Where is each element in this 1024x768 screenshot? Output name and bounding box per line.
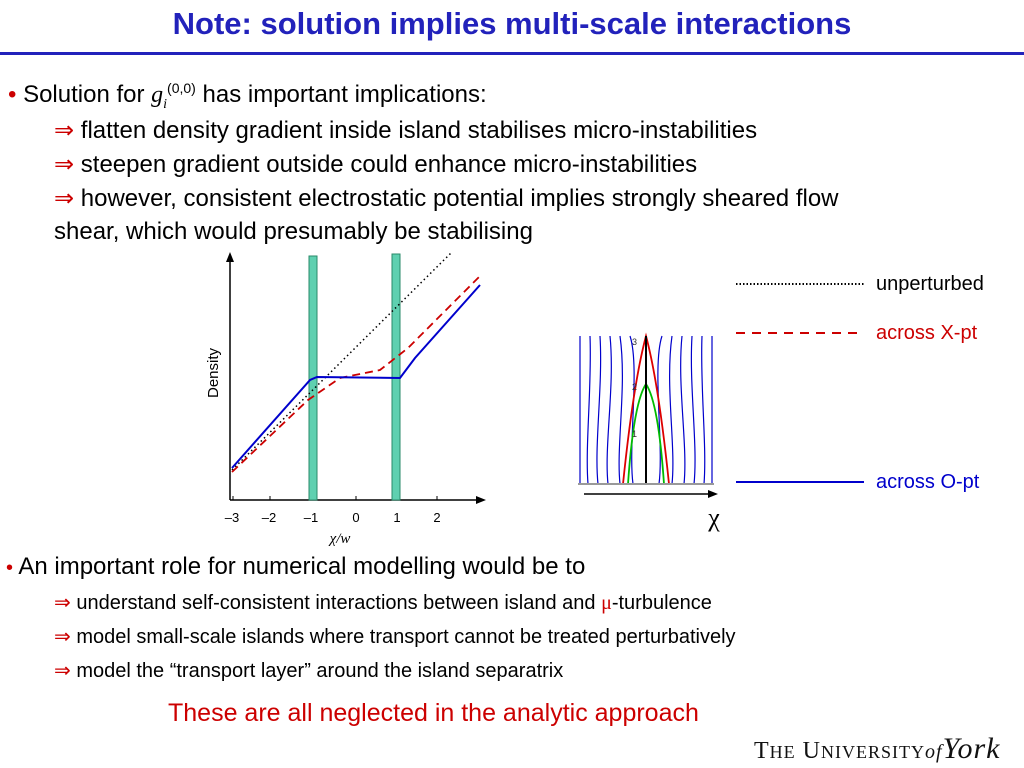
bullet-prefix: Solution for: [23, 81, 145, 108]
implies-arrow-icon: ⇒: [54, 590, 71, 614]
x-tick-label: –1: [303, 510, 319, 525]
island-plot: [570, 326, 730, 536]
university-logo: [754, 732, 1001, 766]
implication-text: flatten density gradient inside island stabilises micro-instabilities: [80, 117, 758, 144]
implies-arrow-icon: ⇒: [54, 658, 71, 682]
x-axis-arrowhead: [476, 496, 486, 504]
bullet-marker: •: [8, 81, 17, 108]
chi-axis-label: χ: [708, 503, 720, 532]
island-tick-label: 3: [632, 337, 638, 347]
g-letter: g: [151, 82, 164, 108]
title-underline: [0, 52, 1024, 55]
logo-york: York: [942, 732, 1001, 765]
x-tick-labels: [225, 510, 441, 525]
x-tick-label: –2: [261, 510, 277, 525]
chi-axis-arrowhead: [708, 490, 718, 498]
bullet-suffix: has important implications:: [202, 81, 487, 108]
x-tick-label: 2: [433, 510, 441, 525]
slide-title: Note: solution implies multi-scale interactions: [172, 6, 852, 41]
g-superscript: (0,0): [167, 80, 196, 96]
implication-3-continuation: shear, which would presumably be stabilising: [54, 218, 533, 245]
role-text: model the “transport layer” around the island separatrix: [76, 660, 564, 682]
x-axis-label: χ/w: [329, 531, 351, 547]
implication-text: steepen gradient outside could enhance micro-instabilities: [80, 151, 698, 178]
legend-label-o-pt: across O-pt: [876, 471, 980, 493]
role-text: model small-scale islands where transport cannot be treated perturbatively: [76, 626, 736, 648]
unperturbed-curve: [232, 252, 452, 470]
implication-1: [54, 116, 757, 145]
implies-arrow-icon: ⇒: [54, 116, 75, 144]
logo-u: U: [802, 738, 822, 764]
island-tick-label: 1: [632, 429, 638, 439]
legend-label-x-pt: across X-pt: [876, 322, 978, 344]
x-tick-label: 0: [352, 510, 360, 525]
logo-of: of: [925, 741, 943, 763]
x-pt-curve: [232, 276, 480, 472]
legend-label-unperturbed: unperturbed: [876, 273, 984, 295]
y-axis-arrowhead: [226, 252, 234, 262]
bullet-marker: •: [6, 557, 14, 579]
role-3: [54, 658, 563, 683]
bullet-numerical-modelling: [6, 553, 585, 581]
g-symbol: [151, 80, 196, 112]
g-subscript: i: [163, 96, 168, 112]
role-2: [54, 624, 736, 649]
conclusion-text: These are all neglected in the analytic approach: [168, 699, 699, 727]
x-tick-label: –3: [224, 510, 240, 525]
implication-2: [54, 150, 697, 179]
island-tick-label: 2: [632, 382, 638, 392]
o-pt-curve: [232, 285, 480, 468]
implies-arrow-icon: ⇒: [54, 184, 75, 212]
role-text: understand self-consistent interactions between island and: [76, 592, 596, 614]
implication-text: however, consistent electrostatic potential implies strongly sheared flow: [80, 185, 839, 212]
implication-3: [54, 184, 839, 213]
y-axis-label: Density: [205, 347, 222, 398]
logo-t: T: [754, 738, 770, 764]
logo-niversity: NIVERSITY: [821, 742, 926, 762]
role-text-after: -turbulence: [611, 592, 712, 614]
bullet-text: An important role for numerical modelling would be to: [18, 553, 586, 580]
mu-symbol: μ: [601, 592, 612, 614]
bullet-solution: [8, 80, 487, 113]
x-tick-label: 1: [393, 510, 401, 525]
implies-arrow-icon: ⇒: [54, 150, 75, 178]
implies-arrow-icon: ⇒: [54, 624, 71, 648]
density-plot: [190, 250, 500, 555]
logo-he: HE: [769, 742, 796, 762]
legend: [730, 264, 1024, 500]
role-1: [54, 590, 712, 615]
